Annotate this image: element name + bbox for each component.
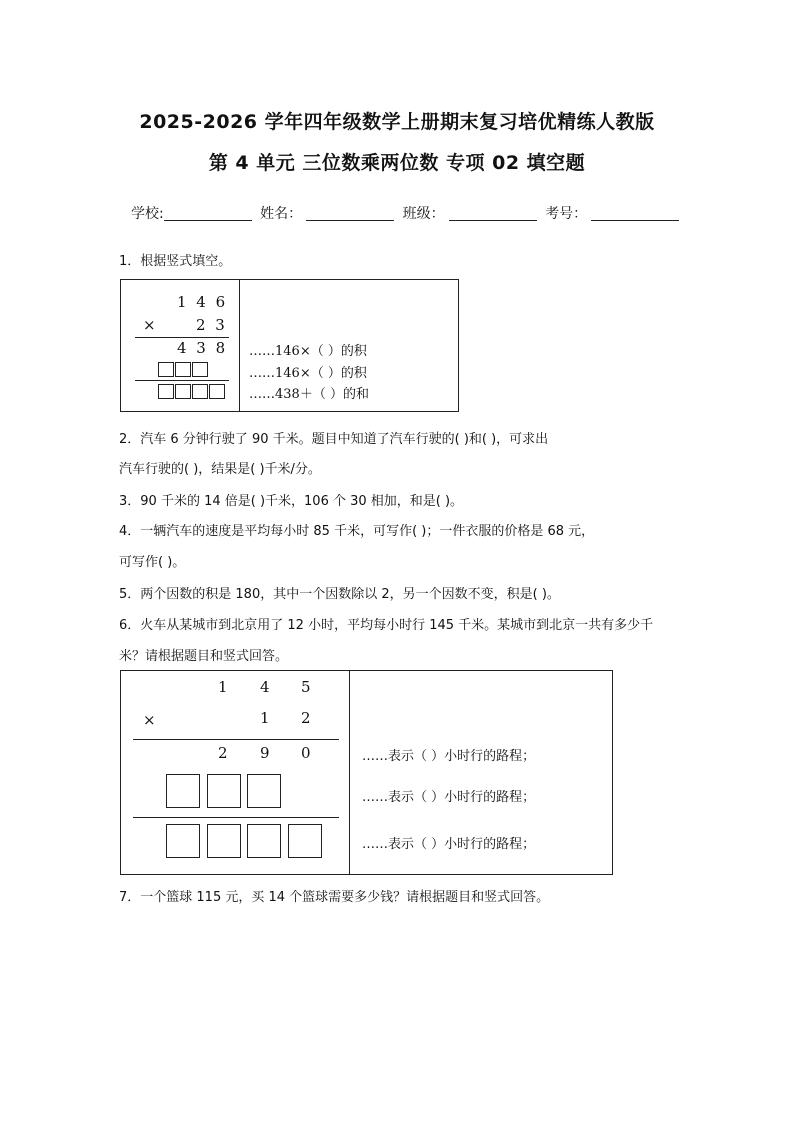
q6-digit: 2 [218, 744, 228, 762]
question-1: 1．根据竖式填空。 [119, 254, 232, 269]
q6-answer-box[interactable] [207, 774, 241, 808]
school-blank[interactable] [164, 205, 252, 221]
q1-calc-box [120, 279, 459, 412]
question-2-line-1: 2．汽车 6 分钟行驶了 90 千米。题目中知道了汽车行驶的( )和( )，可求出 [119, 432, 549, 447]
question-4-line-2: 可写作( )。 [119, 555, 186, 570]
exam-no-blank[interactable] [591, 205, 679, 221]
page-subtitle: 第 4 单元 三位数乘两位数 专项 02 填空题 [208, 152, 586, 174]
q1-answer-box[interactable] [192, 362, 208, 377]
class-label: 班级： [402, 206, 445, 222]
question-7: 7．一个篮球 115 元，买 14 个篮球需要多少钱？请根据题目和竖式回答。 [119, 890, 550, 905]
q1-row-multiplier: 2 3 [196, 316, 226, 334]
name-blank[interactable] [306, 205, 394, 221]
question-5: 5．两个因数的积是 180，其中一个因数除以 2，另一个因数不变，积是( )。 [119, 587, 560, 602]
q6-calc-box [120, 670, 613, 875]
q1-answer-box[interactable] [209, 384, 225, 399]
q6-digit: 9 [260, 744, 270, 762]
q6-digit: 1 [218, 678, 228, 696]
q6-answer-box[interactable] [247, 824, 281, 858]
q6-note-1: ……表示（ ）小时行的路程； [362, 749, 536, 764]
q6-answer-box[interactable] [207, 824, 241, 858]
q1-line-1 [135, 337, 229, 338]
student-info-line [131, 203, 683, 223]
q1-answer-box[interactable] [158, 362, 174, 377]
question-3: 3．90 千米的 14 倍是( )千米，106 个 30 相加，和是( )。 [119, 494, 464, 509]
question-2-line-2: 汽车行驶的( )，结果是( )千米/分。 [119, 462, 321, 477]
question-6-line-2: 米？请根据题目和竖式回答。 [119, 649, 289, 664]
q1-answer-box[interactable] [192, 384, 208, 399]
q6-digit: 4 [260, 678, 270, 696]
q1-partial-product-1: 4 3 8 [177, 339, 227, 357]
q6-answer-box[interactable] [288, 824, 322, 858]
q6-divider [349, 671, 350, 874]
page-title: 2025-2026 学年四年级数学上册期末复习培优精练人教版 [139, 111, 655, 133]
class-blank[interactable] [449, 205, 537, 221]
exam-no-label: 考号： [545, 206, 588, 222]
q6-answer-box[interactable] [166, 824, 200, 858]
school-label: 学校: [131, 206, 164, 222]
q1-row-multiplicand: 1 4 6 [177, 293, 227, 311]
q6-digit: 1 [260, 709, 270, 727]
q6-answer-box[interactable] [247, 774, 281, 808]
q6-digit: 2 [301, 709, 311, 727]
question-4-line-1: 4．一辆汽车的速度是平均每小时 85 千米，可写作( )；一件衣服的价格是 68 元， [119, 524, 595, 539]
q1-note-1: ……146×（ ）的积 [249, 344, 367, 359]
q6-line-2 [133, 817, 339, 818]
question-6-line-1: 6．火车从某城市到北京用了 12 小时，平均每小时行 145 千米。某城市到北京一共有多少千 [119, 618, 654, 633]
q6-answer-box[interactable] [166, 774, 200, 808]
name-label: 姓名： [260, 206, 303, 222]
q1-answer-box[interactable] [175, 384, 191, 399]
q1-note-2: ……146×（ ）的积 [249, 366, 367, 381]
q6-digit: 0 [301, 744, 311, 762]
q1-note-3: ……438＋（ ）的和 [249, 387, 369, 402]
q1-answer-box[interactable] [158, 384, 174, 399]
q6-note-3: ……表示（ ）小时行的路程； [362, 837, 536, 852]
q6-note-2: ……表示（ ）小时行的路程； [362, 790, 536, 805]
q6-line-1 [133, 739, 339, 740]
q1-divider [239, 280, 240, 411]
q6-digit: 5 [301, 678, 311, 696]
q1-answer-box[interactable] [175, 362, 191, 377]
q1-line-2 [135, 380, 229, 381]
q1-times-sign: × [143, 316, 156, 334]
q6-times-sign: × [143, 711, 156, 729]
